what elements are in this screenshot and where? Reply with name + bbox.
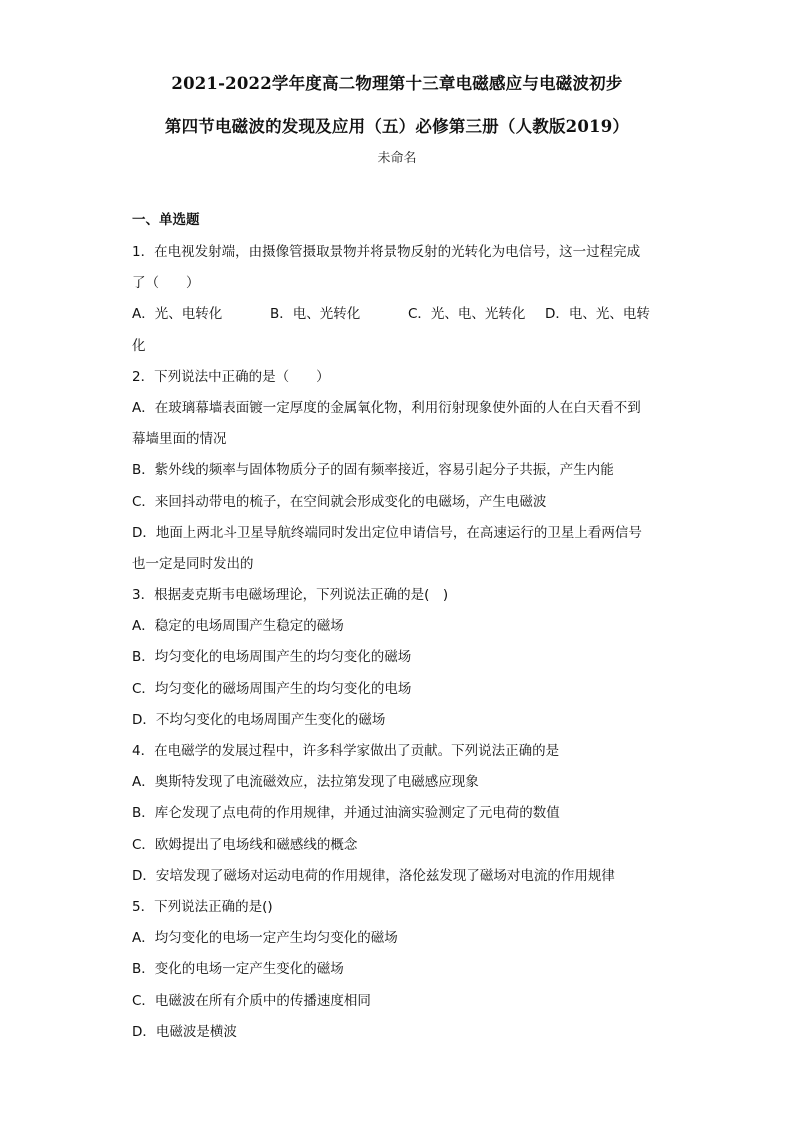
document-title-line-1: 2021-2022学年度高二物理第十三章电磁感应与电磁波初步	[171, 74, 623, 93]
document-title-line-2: 第四节电磁波的发现及应用（五）必修第三册（人教版2019）	[164, 117, 630, 136]
question-list	[132, 237, 662, 1048]
question-1-option-a: A．光、电转化	[132, 306, 223, 323]
question-1-option-d: D．电、光、电转	[545, 306, 650, 323]
question-2	[132, 362, 662, 580]
question-1-stem-line-2: 了（ ）	[132, 275, 200, 292]
section-heading: 一、单选题	[132, 212, 200, 228]
question-1-option-d-continued: 化	[132, 337, 146, 354]
question-1-option-c: C．光、电、光转化	[408, 306, 526, 323]
question-5-option-c: C．电磁波在所有介质中的传播速度相同	[132, 992, 371, 1009]
question-4-option-c: C．欧姆提出了电场线和磁感线的概念	[132, 836, 358, 853]
question-1-stem-line-1: 1．在电视发射端，由摄像管摄取景物并将景物反射的光转化为电信号，这一过程完成	[132, 244, 641, 260]
question-2-option-b: B．紫外线的频率与固体物质分子的固有频率接近，容易引起分子共振，产生内能	[132, 462, 614, 479]
question-2-option-a-line-1: A．在玻璃幕墙表面镀一定厚度的金属氧化物，利用衍射现象使外面的人在白天看不到	[132, 399, 641, 416]
question-1	[132, 237, 662, 362]
question-4-stem: 4．在电磁学的发展过程中，许多科学家做出了贡献。下列说法正确的是	[132, 743, 560, 759]
question-5-stem: 5．下列说法正确的是()	[132, 898, 273, 915]
question-2-option-a-line-2: 幕墙里面的情况	[132, 431, 227, 448]
question-2-option-d-line-1: D．地面上两北斗卫星导航终端同时发出定位申请信号，在高速运行的卫星上看两信号	[132, 524, 642, 541]
question-5-option-b: B．变化的电场一定产生变化的磁场	[132, 961, 344, 978]
question-1-option-b: B．电、光转化	[270, 306, 361, 323]
question-3	[132, 580, 662, 736]
question-3-stem: 3．根据麦克斯韦电磁场理论，下列说法正确的是( )	[132, 587, 449, 604]
question-5-option-a: A．均匀变化的电场一定产生均匀变化的磁场	[132, 930, 398, 947]
question-2-option-d-line-2: 也一定是同时发出的	[132, 555, 254, 572]
question-4-option-a: A．奥斯特发现了电流磁效应，法拉第发现了电磁感应现象	[132, 774, 479, 791]
question-4-option-d: D．安培发现了磁场对运动电荷的作用规律，洛伦兹发现了磁场对电流的作用规律	[132, 867, 615, 884]
question-2-option-c: C．来回抖动带电的梳子，在空间就会形成变化的电磁场，产生电磁波	[132, 493, 547, 510]
question-2-stem: 2．下列说法中正确的是（ ）	[132, 368, 330, 385]
document-subtitle: 未命名	[377, 151, 417, 166]
question-4-option-b: B．库仑发现了点电荷的作用规律，并通过油滴实验测定了元电荷的数值	[132, 805, 560, 822]
question-4	[132, 736, 662, 892]
question-5	[132, 892, 662, 1048]
question-5-option-d: D．电磁波是横波	[132, 1023, 237, 1040]
question-1-options-row	[132, 299, 662, 330]
question-3-option-b: B．均匀变化的电场周围产生的均匀变化的磁场	[132, 649, 412, 666]
question-3-option-d: D．不均匀变化的电场周围产生变化的磁场	[132, 711, 386, 728]
question-3-option-c: C．均匀变化的磁场周围产生的均匀变化的电场	[132, 680, 412, 697]
question-3-option-a: A．稳定的电场周围产生稳定的磁场	[132, 618, 344, 635]
